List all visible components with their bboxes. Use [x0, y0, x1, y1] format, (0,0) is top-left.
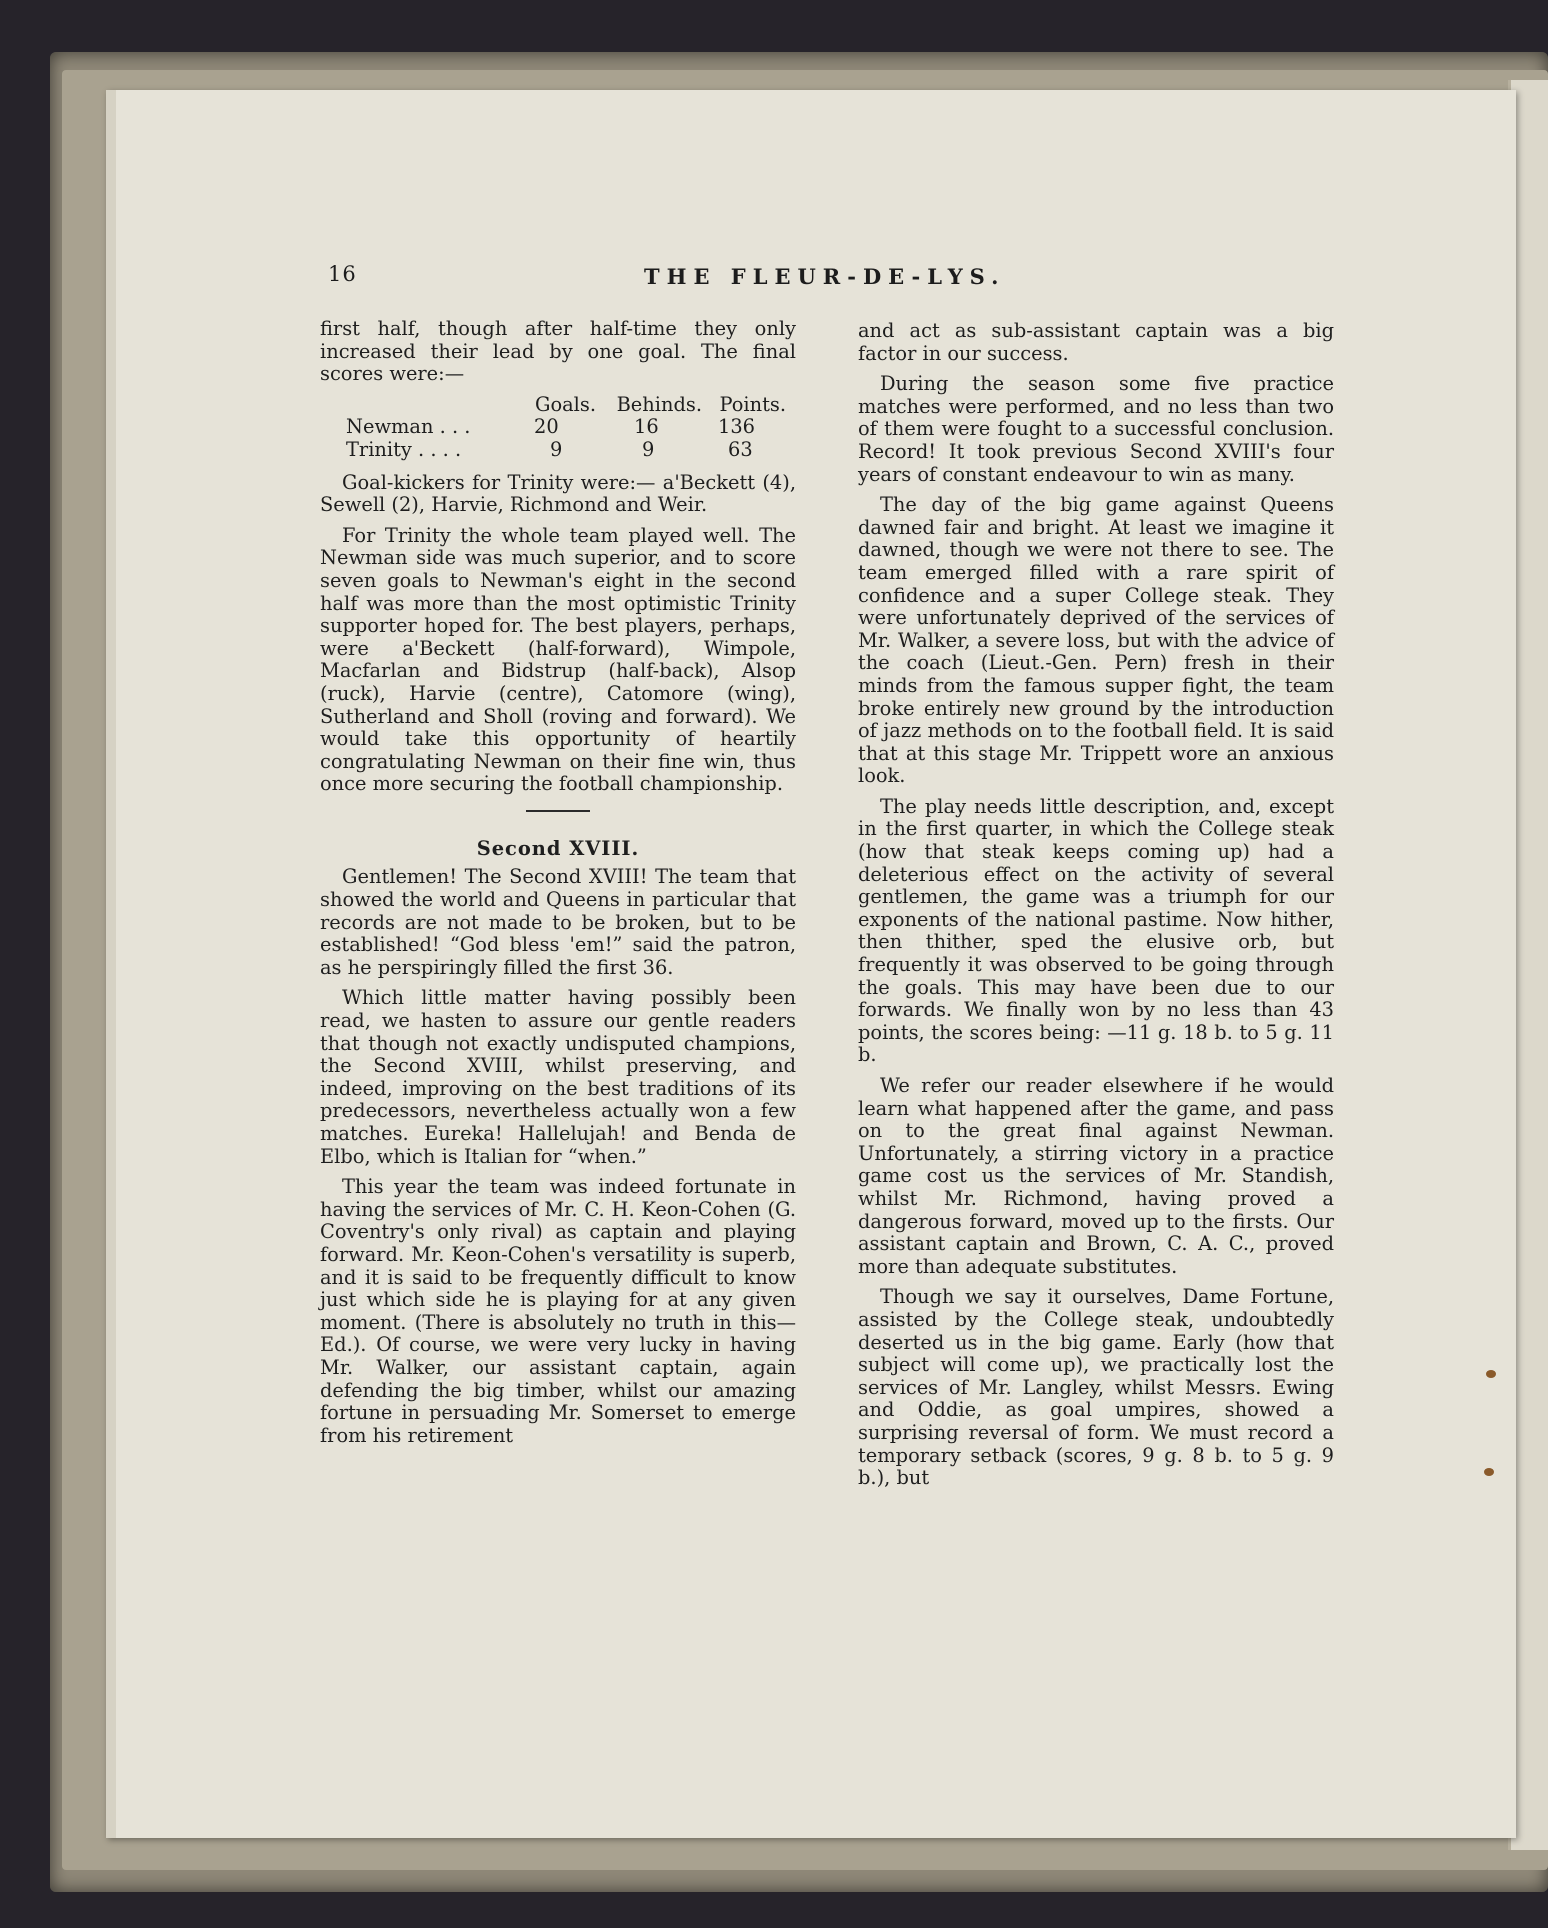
team-name: Trinity . . . . — [346, 437, 462, 461]
goals-header: Goals. — [534, 392, 596, 416]
left-column — [320, 318, 796, 1455]
intro-paragraph: first half, though after half-time they only increased their lead by one goal. The final scores were:— — [320, 317, 796, 386]
page-number: 16 — [328, 262, 357, 286]
season-paragraph: During the season some five practice matches were performed, and no less than two of them were fought to a successful conclusion. Record! It took previous Second XVIII's four years of constant endeavour to win as many. — [858, 372, 1334, 486]
gentlemen-paragraph: Gentlemen! The Second XVIII! The team that showed the world and Queens in particular that records are not made to be broken, but to be established! “God bless 'em!” said the patron, as he perspiringly filled the first 36. — [320, 865, 796, 979]
goal-kickers-paragraph: Goal-kickers for Trinity were:— a'Beckett (4), Sewell (2), Harvie, Richmond and Weir. — [320, 470, 796, 517]
continued-paragraph: and act as sub-assistant captain was a big factor in our success. — [858, 319, 1334, 365]
paper-blemish — [1486, 1370, 1496, 1378]
though-paragraph: Though we say it ourselves, Dame Fortune, assisted by the College steak, undoubtedly deserted us in the big game. Early (how that subject will come up), we practically lost the services of Mr. Langley, whilst Messrs. Ewing and Oddie, as goal umpires, showed a surprising reversal of form. We must record a temporary setback (scores, 9 g. 8 b. to 5 g. 9 b.), but — [858, 1285, 1334, 1490]
page-header — [328, 262, 1022, 298]
running-title: THE FLEUR-DE-LYS. — [644, 264, 1006, 289]
play-paragraph: The play needs little description, and, except in the first quarter, in which the College steak (how that steak keeps coming up) had a deleterious effect on the activity of several gentlemen, the game was a triumph for our exponents of the national pastime. Now hither, then thither, sped the elusive orb, but frequently it was observed to be going through the goals. This may have been due to our forwards. We finally won by no less than 43 points, the scores being: —11 g. 18 b. to 5 g. 11 b. — [858, 794, 1334, 1067]
paper-blemish — [1484, 1468, 1494, 1476]
refer-paragraph: We refer our reader elsewhere if he would learn what happened after the game, and pass on to the great final against Newman. Unfortunately, a stirring victory in a practice game cost us the services of Mr. Standish, whilst Mr. Richmond, having proved a dangerous forward, moved up to the firsts. Our assistant captain and Brown, C. A. C., proved more than adequate substitutes. — [858, 1074, 1334, 1278]
players-paragraph: For Trinity the whole team played well. The Newman side was much superior, and to score seven goals to Newman's eight in the second half was more than the most optimistic Trinity supporter hoped for. The best players, perhaps, were a'Beckett (half-forward), Wimpole, Macfarlan and Bidstrup (half-back), Alsop (ruck), Harvie (centre), Catomore (wing), Sutherland and Sholl (roving and forward). We would take this opportunity of heartily congratulating Newman on their fine win, thus once more securing the football championship. — [320, 523, 796, 796]
goals-value: 9 — [550, 437, 563, 461]
points-value: 63 — [728, 437, 753, 461]
behinds-value: 16 — [634, 415, 659, 439]
section-title: Second XVIII. — [476, 836, 640, 860]
behinds-header: Behinds. — [616, 392, 702, 416]
team-header-blank — [320, 394, 520, 417]
table-row — [320, 439, 786, 462]
goals-value: 20 — [534, 415, 559, 439]
which-paragraph: Which little matter having possibly been read, we hasten to assure our gentle readers that though not exactly undisputed champions, the Second XVIII, whilst preserving, and indeed, improving on the best traditions of its predecessors, nevertheless actually won a few matches. Eureka! Hallelujah! and Benda de Elbo, which is Italian for “when.” — [320, 986, 796, 1168]
behinds-value: 9 — [642, 437, 655, 461]
this-year-paragraph: This year the team was indeed fortunate in having the services of Mr. C. H. Keon-Cohen (G. Coventry's only rival) as captain and playing forward. Mr. Keon-Cohen's versatility is superb, and it is said to be frequently difficult to know just which side he is playing for at any given moment. (There is absolutely no truth in this—Ed.). Of course, we were very lucky in having Mr. Walker, our assistant captain, again defending the big timber, whilst our amazing fortune in persuading Mr. Somerset to emerge from his retirement — [320, 1175, 796, 1447]
section-divider — [526, 810, 590, 812]
table-row — [320, 416, 786, 439]
points-value: 136 — [718, 415, 756, 439]
team-name: Newman . . . — [346, 415, 471, 439]
score-table — [320, 394, 786, 462]
big-game-paragraph: The day of the big game against Queens dawned fair and bright. At least we imagine it dawned, though we were not there to see. The team emerged filled with a rare spirit of confidence and a super College steak. They were unfortunately deprived of the services of Mr. Walker, a severe loss, but with the advice of the coach (Lieut.-Gen. Pern) fresh in their minds from the famous supper fight, the team broke entirely new ground by the introduction of jazz methods on to the football field. It is said that at this stage Mr. Trippett wore an anxious look. — [858, 493, 1334, 788]
score-table-header — [320, 394, 786, 417]
right-column — [858, 320, 1334, 1498]
points-header: Points. — [719, 392, 786, 416]
